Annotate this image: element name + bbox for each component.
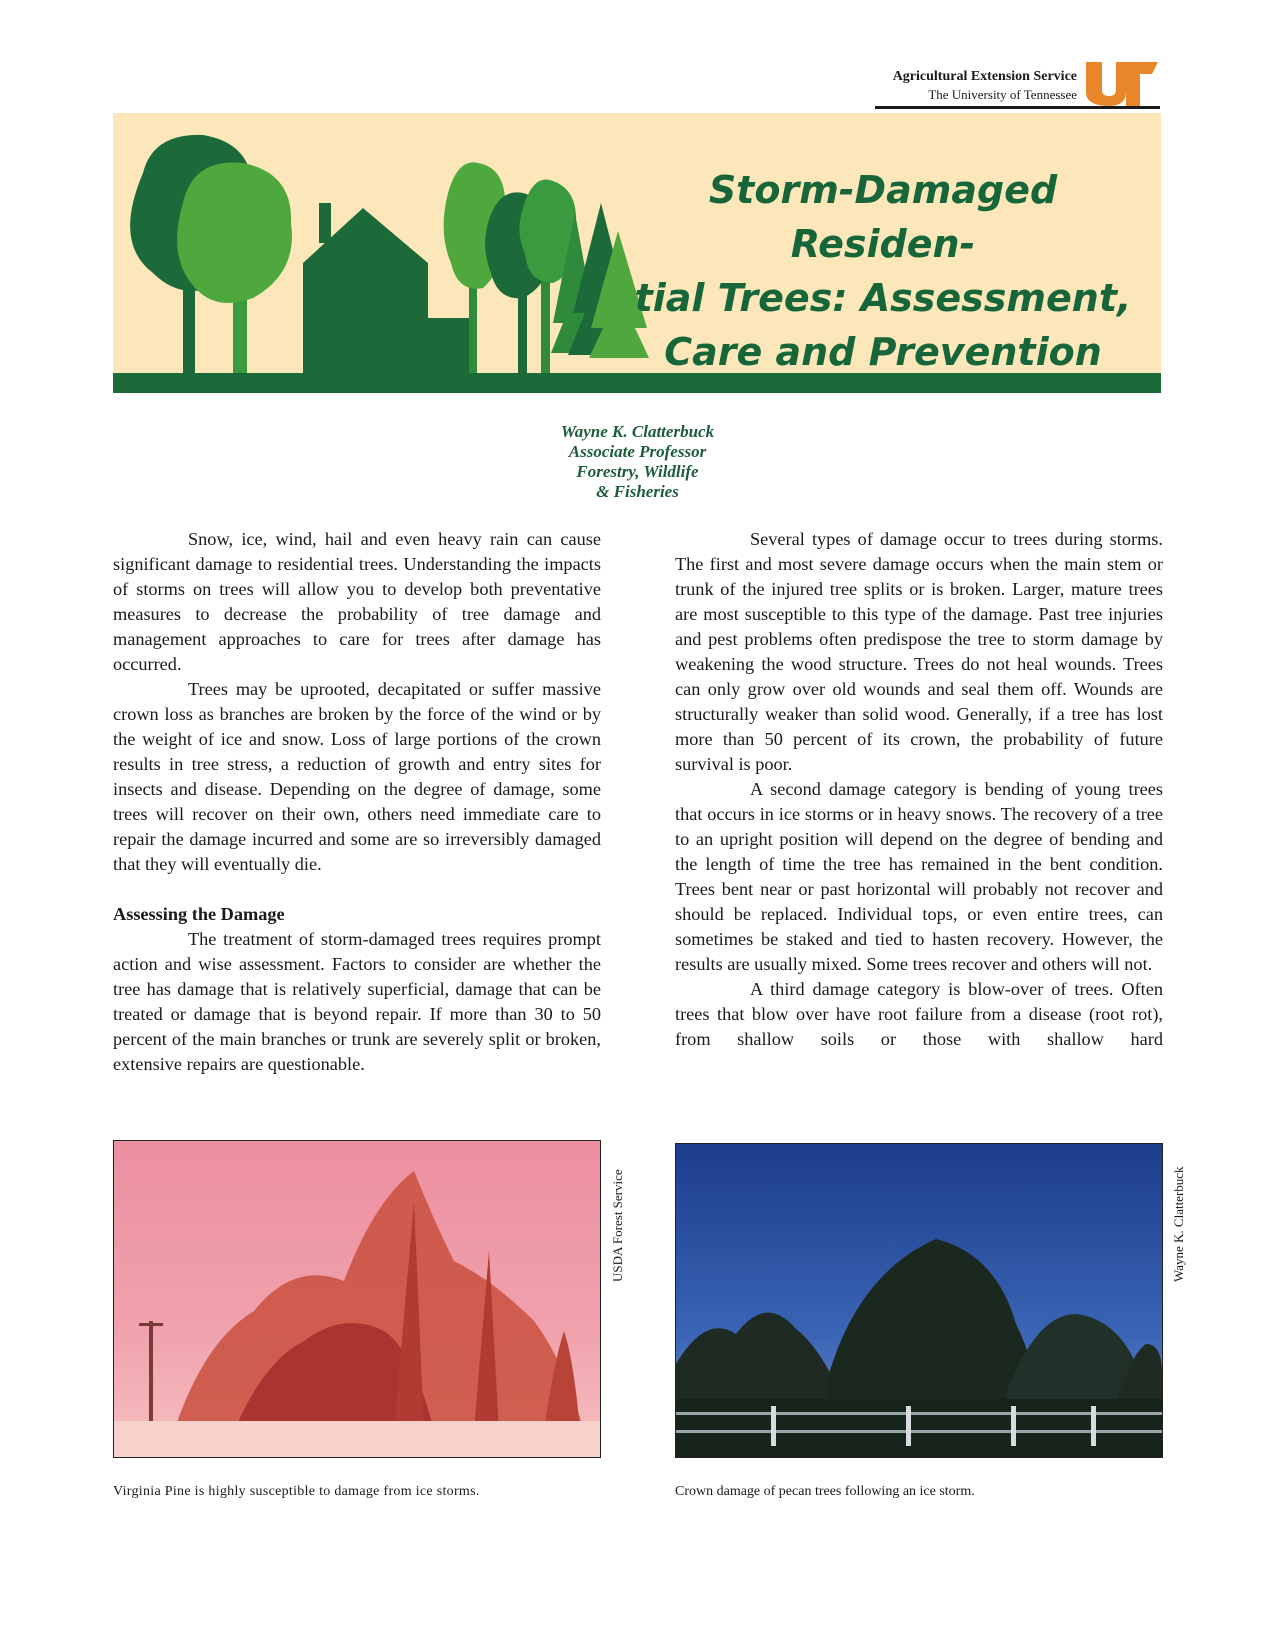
author-title: Associate Professor bbox=[568, 442, 707, 461]
section-heading: Assessing the Damage bbox=[113, 904, 285, 924]
photo-caption-right: Crown damage of pecan trees following an ice storm. bbox=[675, 1484, 975, 1499]
author-block bbox=[440, 422, 835, 502]
left-column bbox=[113, 527, 601, 1077]
header-rule bbox=[875, 106, 1160, 109]
title-line-3: Care and Prevention bbox=[664, 330, 1102, 374]
right-column bbox=[675, 527, 1163, 1052]
org-subtitle: The University of Tennessee bbox=[928, 87, 1077, 102]
photo-image bbox=[114, 1141, 600, 1457]
title-line-2: tial Trees: Assessment, bbox=[634, 276, 1132, 320]
paragraph: Snow, ice, wind, hail and even heavy rain can cause significant damage to residential trees. Understanding the impacts of storms on trees will allow you to develop both preventative measures to decrease the probability of tree damage and management approaches to care for trees after damage has occurred. bbox=[113, 529, 601, 674]
ice-storm-photo bbox=[113, 1140, 601, 1458]
photo-caption-left: Virginia Pine is highly susceptible to damage from ice storms. bbox=[113, 1484, 480, 1499]
paragraph: A third damage category is blow-over of trees. Often trees that blow over have root failure from a disease (root rot), from shallow soils or those with shallow hard bbox=[675, 979, 1163, 1049]
photo-credit-right: Wayne K. Clatterbuck bbox=[1171, 1166, 1186, 1282]
paragraph: The treatment of storm-damaged trees requires prompt action and wise assessment. Factors to consider are whether the tree has damage that is relatively superficial, damage that can be treated or damage that is beyond repair. If more than 30 to 50 percent of the main branches or trunk are severely split or broken, extensive repairs are questionable. bbox=[113, 929, 601, 1074]
author-department-2: & Fisheries bbox=[596, 482, 679, 501]
ut-logo bbox=[1082, 60, 1158, 108]
paragraph: Trees may be uprooted, decapitated or suffer massive crown loss as branches are broken by the force of the wind or by the weight of ice and snow. Loss of large portions of the crown results in tree stress, a reduction of growth and entry sites for insects and disease. Depending on the degree of damage, some trees will recover on their own, others need immediate care to repair the damage incurred and some are so irreversibly damaged that they will eventually die. bbox=[113, 679, 601, 874]
paragraph: A second damage category is bending of young trees that occurs in ice storms or in heavy snows. The recovery of a tree to an upright position will depend on the degree of bending and the length of time the tree has remained in the bent condition. Trees bent near or past horizontal will probably not recover and should be replaced. Individual tops, or even entire trees, can sometimes be staked and tied to hasten recovery. However, the results are usually mixed. Some trees recover and others will not. bbox=[675, 779, 1163, 974]
document-title bbox=[618, 163, 1148, 379]
title-line-1: Storm-Damaged Residen- bbox=[708, 168, 1058, 266]
paragraph: Several types of damage occur to trees during storms. The first and most severe damage occurs when the main stem or trunk of the injured tree splits or is broken. Larger, mature trees are most susceptible to this type of the damage. Past tree injuries and pest problems often predispose the tree to storm damage by weakening the wood structure. Trees do not heal wounds. Trees can only grow over old wounds and seal them off. Wounds are structurally weaker than solid wood. Generally, if a tree has lost more than 50 percent of its crown, the probability of future survival is poor. bbox=[675, 529, 1163, 774]
author-name: Wayne K. Clatterbuck bbox=[560, 422, 715, 441]
author-department-1: Forestry, Wildlife bbox=[576, 462, 699, 481]
org-title: Agricultural Extension Service bbox=[892, 69, 1077, 84]
extension-service-block bbox=[893, 68, 1077, 103]
photo-credit-left: USDA Forest Service bbox=[610, 1169, 625, 1282]
title-banner bbox=[113, 113, 1161, 393]
deciduous-tree-icon bbox=[130, 135, 292, 375]
pecan-trees-photo bbox=[675, 1143, 1163, 1458]
photo-image bbox=[676, 1144, 1162, 1457]
